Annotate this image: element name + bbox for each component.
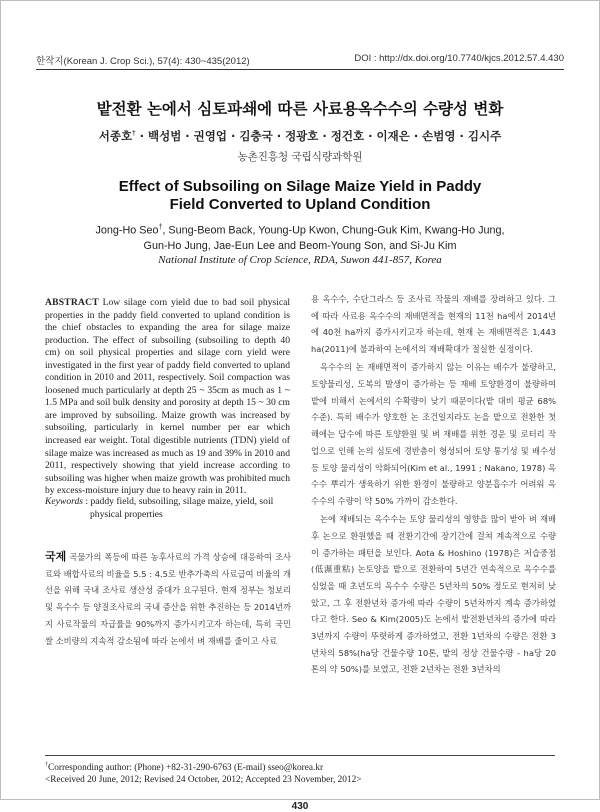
body-lead-word: 국제 bbox=[45, 550, 67, 563]
footnote bbox=[45, 755, 555, 786]
english-authors-line2: Gun-Ho Jung, Jae-Eun Lee and Beom-Young Son, and Si-Ju Kim bbox=[143, 239, 457, 252]
footnote-corresponding bbox=[45, 759, 555, 774]
keywords-list: : paddy field, subsoiling, silage maize, yield, soil bbox=[83, 496, 274, 507]
doi-link[interactable]: DOI : http://dx.doi.org/10.7740/kjcs.2012.57.4.430 bbox=[354, 53, 564, 64]
body-column-right bbox=[311, 291, 556, 680]
page-number: 430 bbox=[291, 801, 309, 812]
english-authors bbox=[1, 220, 599, 254]
korean-first-author: 서종호 bbox=[98, 129, 133, 143]
korean-authors bbox=[1, 128, 599, 144]
body-paragraph: 논에 재배되는 옥수수는 토양 물리성의 영향을 많이 받아 벼 재배 후 논으로 환원했을 때 전환기간에 장기간에 걸쳐 계속적으로 수량이 증가하는 패턴을 보인다. Aota & Hoshino (1978)은 저습중점(低濕重粘) 논토양을 밭으로 전환하여 5년간 연속적으로 옥수수를 심었을 때 초년도의 옥수수 수량은 5년차의 50% 정도로 현저히 낮았고, 그 후 전환년차 증가에 따라 수량이 5년차까지 계속 증가하였다고 한다. Seo & Kim(2005)도 논에서 밭전환년차의 증가에 따라 3년까지 수량이 뚜렷하게 증가하였고, 전환 1년차의 수량은 전환 3년차의 58%(ha당 건물수량 10톤, 밭의 정상 건물수량 - ha당 20톤의 약 50%)를 보였고, 전환 2년차는 전환 3년차의 bbox=[311, 514, 556, 675]
korean-affiliation: 농촌진흥청 국립식량과학원 bbox=[237, 151, 363, 163]
body-paragraph: 용 옥수수, 수단그라스 등 조사료 작물의 재배를 장려하고 있다. 그에 따라 사료용 옥수수의 재배면적을 현재의 11천 ha에서 2014년에 40천 ha까지 증가시키고자 하는데, 현재 논 재배면적은 1,443 ha(2011)에 불과하여 논에서의 재배확대가 절실한 실정이다. bbox=[311, 294, 556, 355]
keywords-label: Keywords bbox=[45, 496, 84, 507]
body-column-left bbox=[45, 549, 291, 649]
body-paragraph: 옥수수의 논 재배면적이 증가하지 않는 이유는 배수가 불량하고, 토양물리성, 도복의 발생이 증가하는 등 재배 토양환경이 불량하여 밭에 비해서 논에서의 수확량이 낮기 때문이다(밭 대비 평균 68% 수준). 특히 배수가 양호한 논 조건일지라도 논을 밭으로 전환한 첫 해에는 답수에 따른 토양환원 및 벼 재배를 위한 경운 및 로터리 작업으로 인해 논의 심토에 경반층이 형성되어 토양 통기성 및 배수성 등 토양 물리성이 악화되어(Kim et al., 1991 ; Nakano, 1978) 옥수수 뿌리가 생육하기 위한 환경이 불량하고 양분흡수가 어려워 옥수수의 수량이 약 50% 가까이 감소한다. bbox=[311, 362, 556, 506]
footnote-contact: Corresponding author: (Phone) +82-31-290-6763 (E-mail) sseo@korea.kr bbox=[48, 763, 324, 774]
keywords-line1 bbox=[45, 496, 290, 509]
english-affiliation: National Institute of Crop Science, RDA, Suwon 441-857, Korea bbox=[158, 254, 442, 266]
english-authors-line1 bbox=[1, 220, 599, 239]
korean-title: 밭전환 논에서 심토파쇄에 따른 사료용옥수수의 수량성 변화 bbox=[96, 100, 504, 118]
abstract-text: Low silage corn yield due to bad soil physical properties in the paddy field converted to upland condition is the chief obstacles to expanding the area for silage maize production. The effect of subsoiling (subsoiling to depth 40 cm) on soil physical properties and silage corn yield were investigated in the first year of paddy field converted to upland condition in 2010 and 2011, respectively. Soil compaction was loosened much particularly at depth 25 ~ 35cm as much as 1 ~ 1.5 MPa and soil bulk density and porosity at depth 15 ~ 30 cm are improved by subsoiling. Maize growth was increased by subsoiling, particularly in kernel number per ear which increased ear weight. Total digestible nutrients (TDN) yield of silage maize was increased as much as 19 and 39% in 2010 and 2011, respectively showing that yield increase according to subsoiling was higher when maize growth was prohibited much by excess-moisture injury due to heavy rain in 2011. bbox=[45, 297, 290, 497]
keywords-line2: physical properties bbox=[90, 508, 163, 520]
abstract-label: ABSTRACT bbox=[45, 297, 99, 308]
journal-citation: 한작지(Korean J. Crop Sci.), 57(4): 430~435(2012) bbox=[36, 56, 250, 67]
english-title-line2: Field Converted to Upland Condition bbox=[169, 196, 431, 213]
footnote-mark: † bbox=[45, 762, 48, 768]
korean-other-authors: · 백성범 · 권영업 · 김충국 · 정광호 · 정건호 · 이재은 · 손범영 · 김시주 bbox=[135, 129, 502, 143]
english-corresponding-mark: † bbox=[158, 224, 163, 231]
corresponding-author-mark: † bbox=[132, 129, 136, 138]
english-authors-rest: , Sung-Beom Back, Young-Up Kwon, Chung-Guk Kim, Kwang-Ho Jung, bbox=[162, 224, 505, 237]
keywords bbox=[45, 496, 290, 521]
abstract bbox=[45, 297, 290, 498]
english-title-line1: Effect of Subsoiling on Silage Maize Yield in Paddy bbox=[118, 178, 482, 195]
english-title bbox=[1, 178, 599, 214]
running-header bbox=[36, 49, 564, 70]
english-first-author: Jong-Ho Seo bbox=[95, 224, 159, 237]
body-left-text: 곡물가의 폭등에 따른 농후사료의 가격 상승에 대응하여 조사료와 배합사료의 비율을 5.5 : 4.5로 반추가축의 사료급여 비율의 개선을 위해 국내 조사료 생산성 증대가 요구된다. 현재 정부는 청보리 및 옥수수 등 양질조사료의 국내 증산을 위한 추진하는 등 2014년까지 사료작물의 자급률을 90%까지 증가시키고자 하는데, 특히 국민 쌀 소비량의 지속적 감소됨에 따라 논에서 벼 재배를 줄이고 사료 bbox=[45, 552, 291, 646]
footnote-dates: <Received 20 June, 2012; Revised 24 October, 2012; Accepted 23 November, 2012> bbox=[45, 775, 362, 786]
